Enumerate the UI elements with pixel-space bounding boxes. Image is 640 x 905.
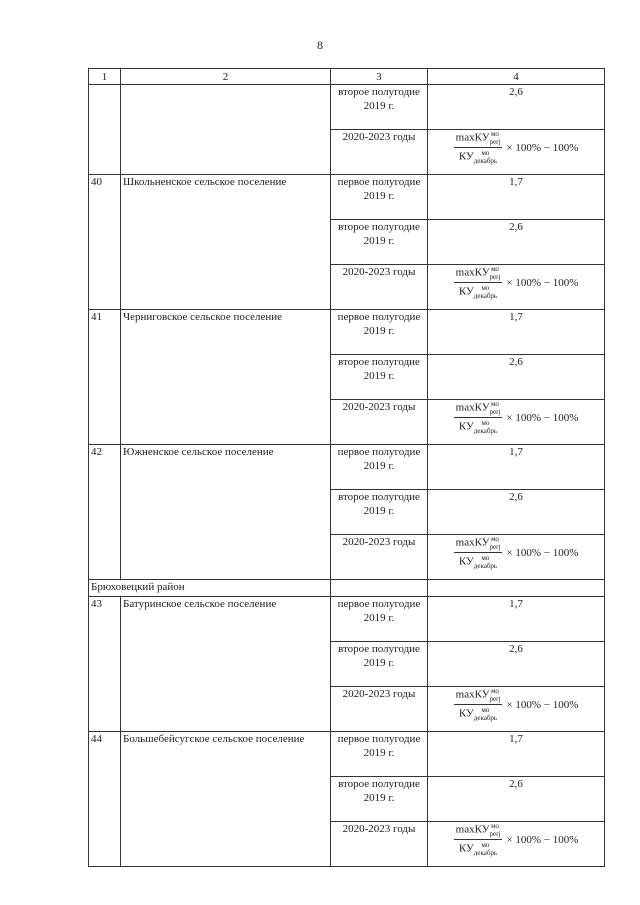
formula-cell <box>428 265 605 310</box>
period-cell: 2020-2023 годы <box>331 265 428 310</box>
district-empty-cell <box>428 580 605 597</box>
value-cell: 1,7 <box>428 310 605 355</box>
period-cell: 2020-2023 годы <box>331 130 428 175</box>
value-cell: 2,6 <box>428 490 605 535</box>
formula-fraction <box>454 687 503 722</box>
formula-fraction <box>454 265 503 300</box>
formula-denominator: КУ мо декабрь <box>458 419 498 435</box>
district-empty-cell <box>331 580 428 597</box>
period-cell: второе полугодие 2019 г. <box>331 642 428 687</box>
settlement-name: Южненское сельское поселение <box>121 445 331 580</box>
formula-tail: × 100% − 100% <box>506 698 579 711</box>
formula-tail: × 100% − 100% <box>506 141 579 154</box>
formula-fraction <box>454 822 503 857</box>
percent-formula <box>454 687 579 722</box>
period-cell: первое полугодие 2019 г. <box>331 732 428 777</box>
table-row <box>89 85 605 130</box>
col-header-1: 1 <box>89 69 121 85</box>
period-cell: 2020-2023 годы <box>331 400 428 445</box>
formula-denominator: КУ мо декабрь <box>458 554 498 570</box>
percent-formula <box>454 265 579 300</box>
row-number: 41 <box>89 310 121 445</box>
page-number: 8 <box>317 38 323 52</box>
formula-denominator: КУ мо декабрь <box>458 706 498 722</box>
formula-numerator: maxКУ мо реrj <box>455 400 501 416</box>
col-header-4: 4 <box>428 69 605 85</box>
value-cell: 1,7 <box>428 732 605 777</box>
percent-formula <box>454 130 579 165</box>
col-header-3: 3 <box>331 69 428 85</box>
period-cell: первое полугодие 2019 г. <box>331 445 428 490</box>
value-cell: 2,6 <box>428 85 605 130</box>
formula-tail: × 100% − 100% <box>506 276 579 289</box>
formula-cell <box>428 822 605 867</box>
row-number: 42 <box>89 445 121 580</box>
percent-formula <box>454 535 579 570</box>
period-cell: 2020-2023 годы <box>331 822 428 867</box>
formula-denominator: КУ мо декабрь <box>458 284 498 300</box>
formula-numerator: maxКУ мо реrj <box>455 265 501 281</box>
value-cell: 2,6 <box>428 220 605 265</box>
row-number: 44 <box>89 732 121 867</box>
period-cell: 2020-2023 годы <box>331 535 428 580</box>
formula-fraction <box>454 400 503 435</box>
period-cell: второе полугодие 2019 г. <box>331 85 428 130</box>
value-cell: 1,7 <box>428 445 605 490</box>
col-header-2: 2 <box>121 69 331 85</box>
formula-numerator: maxКУ мо реrj <box>455 535 501 551</box>
value-cell: 2,6 <box>428 355 605 400</box>
period-cell: второе полугодие 2019 г. <box>331 490 428 535</box>
row-number: 40 <box>89 175 121 310</box>
formula-cell <box>428 400 605 445</box>
period-cell: первое полугодие 2019 г. <box>331 175 428 220</box>
settlement-name: Батуринское сельское поселение <box>121 597 331 732</box>
settlement-name: Черниговское сельское поселение <box>121 310 331 445</box>
table-row <box>89 445 605 490</box>
formula-cell <box>428 687 605 732</box>
formula-tail: × 100% − 100% <box>506 833 579 846</box>
percent-formula <box>454 822 579 857</box>
period-cell: 2020-2023 годы <box>331 687 428 732</box>
district-row <box>89 580 605 597</box>
formula-tail: × 100% − 100% <box>506 546 579 559</box>
period-cell: первое полугодие 2019 г. <box>331 310 428 355</box>
period-cell: второе полугодие 2019 г. <box>331 220 428 265</box>
formula-tail: × 100% − 100% <box>506 411 579 424</box>
row-number <box>89 85 121 175</box>
tariff-table <box>88 68 605 867</box>
table-row <box>89 175 605 220</box>
percent-formula <box>454 400 579 435</box>
formula-fraction <box>454 130 503 165</box>
table-row <box>89 732 605 777</box>
value-cell: 2,6 <box>428 777 605 822</box>
row-number: 43 <box>89 597 121 732</box>
settlement-name: Школьненское сельское поселение <box>121 175 331 310</box>
formula-cell <box>428 130 605 175</box>
formula-fraction <box>454 535 503 570</box>
settlement-name: Большебейсугское сельское поселение <box>121 732 331 867</box>
formula-denominator: КУ мо декабрь <box>458 841 498 857</box>
header-row <box>89 69 605 85</box>
period-cell: второе полугодие 2019 г. <box>331 777 428 822</box>
district-name: Брюховецкий район <box>89 580 331 597</box>
formula-numerator: maxКУ мо реrj <box>455 130 501 146</box>
table-row <box>89 310 605 355</box>
period-cell: второе полугодие 2019 г. <box>331 355 428 400</box>
value-cell: 1,7 <box>428 597 605 642</box>
table-row <box>89 597 605 642</box>
value-cell: 1,7 <box>428 175 605 220</box>
value-cell: 2,6 <box>428 642 605 687</box>
formula-numerator: maxКУ мо реrj <box>455 822 501 838</box>
settlement-name <box>121 85 331 175</box>
period-cell: первое полугодие 2019 г. <box>331 597 428 642</box>
formula-cell <box>428 535 605 580</box>
formula-numerator: maxКУ мо реrj <box>455 687 501 703</box>
formula-denominator: КУ мо декабрь <box>458 149 498 165</box>
